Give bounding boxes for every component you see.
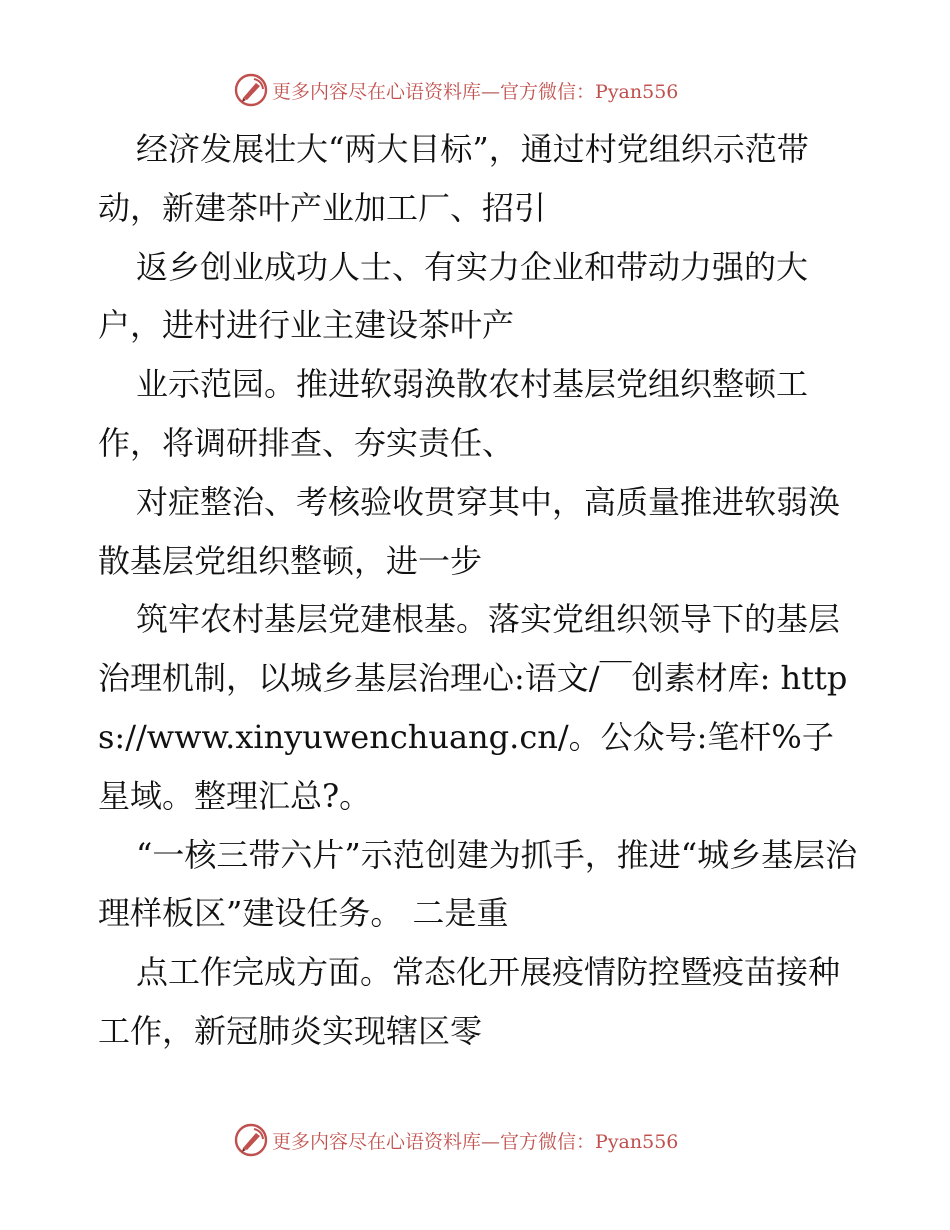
header-banner-dash: — — [481, 80, 501, 103]
header-banner-text — [272, 77, 678, 104]
paragraph-2: 返乡创业成功人士、有实力企业和带动力强的大户，进村进行业主建设茶叶产 — [98, 247, 809, 345]
footer-banner-dash: — — [481, 1130, 501, 1153]
paragraph-3: 业示范园。推进软弱涣散农村基层党组织整顿工作，将调研排查、夯实责任、 — [98, 365, 809, 462]
footer-banner — [234, 1122, 678, 1158]
paragraph-1: 经济发展壮大“两大目标”，通过村党组织示范带动，新建茶叶产业加工厂、招引 — [98, 130, 809, 227]
paragraph-6: “一核三带六片”示范创建为抓手，推进“城乡基层治理样板区”建设任务。 二是重 — [98, 835, 858, 933]
header-banner-id: Pyan556 — [595, 80, 679, 103]
paragraph-4: 对症整治、考核验收贯穿其中，高质量推进软弱涣散基层党组织整顿，进一步 — [98, 482, 841, 580]
pen-logo-icon — [234, 73, 268, 107]
document-body — [98, 120, 858, 1061]
pen-logo-icon — [234, 1123, 268, 1157]
footer-banner-text — [272, 1127, 678, 1154]
header-banner-main: 更多内容尽在心语资料库 — [272, 80, 482, 103]
footer-banner-official: 官方微信： — [500, 1130, 596, 1153]
footer-banner-id: Pyan556 — [595, 1130, 679, 1153]
header-banner-official: 官方微信： — [500, 80, 596, 103]
paragraph-7: 点工作完成方面。常态化开展疫情防控暨疫苗接种工作，新冠肺炎实现辖区零 — [98, 953, 841, 1050]
footer-banner-main: 更多内容尽在心语资料库 — [272, 1130, 482, 1153]
header-banner — [234, 72, 678, 108]
paragraph-5: 筑牢农村基层党建根基。落实党组织领导下的基层治理机制，以城乡基层治理心:语文/￣创素材库: https://www.xinyuwenchuang.cn/。公众号:笔杆%子星域。整理汇总?。 — [98, 600, 848, 815]
